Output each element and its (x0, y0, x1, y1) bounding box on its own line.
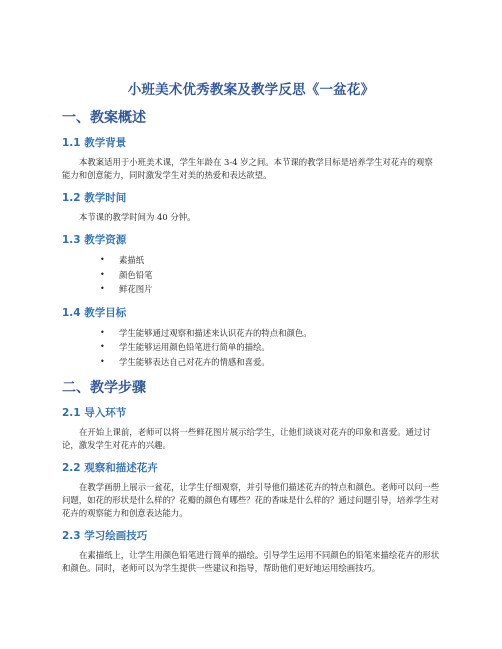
paragraph: 本教案适用于小班美术课，学生年龄在 3-4 岁之间。本节课的教学目标是培养学生对花卉的观察能力和创意能力，同时激发学生对美的热爱和表达欲望。 (62, 157, 433, 180)
section-heading: 二、教学步骤 (62, 380, 146, 396)
paragraph: 在教学画册上展示一盆花，让学生仔细观察，并引导他们描述花卉的特点和颜色。老师可以问一些问题，如花的形状是什么样的？花瓣的颜色有哪些？花的香味是什么样的？通过问题引导，培养学生对花卉的观察能力和创意表达能力。 (62, 482, 440, 518)
bullet-icon: • (100, 269, 105, 279)
bullet-icon: • (100, 255, 105, 264)
list-item (62, 326, 440, 341)
bullet-list (62, 326, 440, 370)
bullet-icon: • (100, 327, 105, 337)
bullet-icon: • (100, 356, 105, 366)
subsection-heading: 2.1 导入环节 (62, 407, 127, 419)
bullet-list (62, 253, 440, 297)
list-item (62, 340, 440, 355)
list-item-text: 素描纸 (119, 255, 145, 265)
paragraph: 在开始上课前，老师可以将一些鲜花图片展示给学生，让他们谈谈对花卉的印象和喜爱。通过讨论，激发学生对花卉的兴趣。 (62, 427, 431, 450)
list-item-text: 学生能够表达自己对花卉的情感和喜爱。 (119, 356, 270, 367)
subsection-heading: 2.3 学习绘画技巧 (62, 530, 148, 542)
subsection-heading: 1.1 教学背景 (62, 137, 127, 149)
list-item (62, 268, 440, 283)
subsection-heading: 1.3 教学资源 (62, 234, 127, 246)
bullet-icon: • (100, 342, 105, 351)
list-item-text: 学生能够运用颜色铅笔进行简单的描绘。 (119, 342, 270, 352)
bullet-icon: • (100, 284, 105, 293)
paragraph: 本节课的教学时间为 40 分钟。 (79, 212, 196, 222)
document-title: 小班美术优秀教案及教学反思《一盆花》 (127, 82, 375, 98)
list-item (62, 355, 440, 370)
subsection-heading: 1.2 教学时间 (62, 192, 127, 204)
paragraph: 在素描纸上，让学生用颜色铅笔进行简单的描绘。引导学生运用不同颜色的铅笔来描绘花卉的形状和颜色。同时，老师可以为学生提供一些建议和指导，帮助他们更好地运用绘画技巧。 (62, 550, 440, 573)
list-item (62, 282, 440, 297)
section-heading: 一、教案概述 (62, 110, 146, 126)
list-item-text: 鲜花图片 (119, 284, 153, 294)
list-item-text: 学生能够通过观察和描述来认识花卉的特点和颜色。 (119, 327, 312, 338)
subsection-heading: 2.2 观察和描述花卉 (62, 462, 158, 474)
subsection-heading: 1.4 教学目标 (62, 306, 127, 319)
list-item-text: 颜色铅笔 (119, 269, 153, 280)
list-item (62, 253, 440, 268)
